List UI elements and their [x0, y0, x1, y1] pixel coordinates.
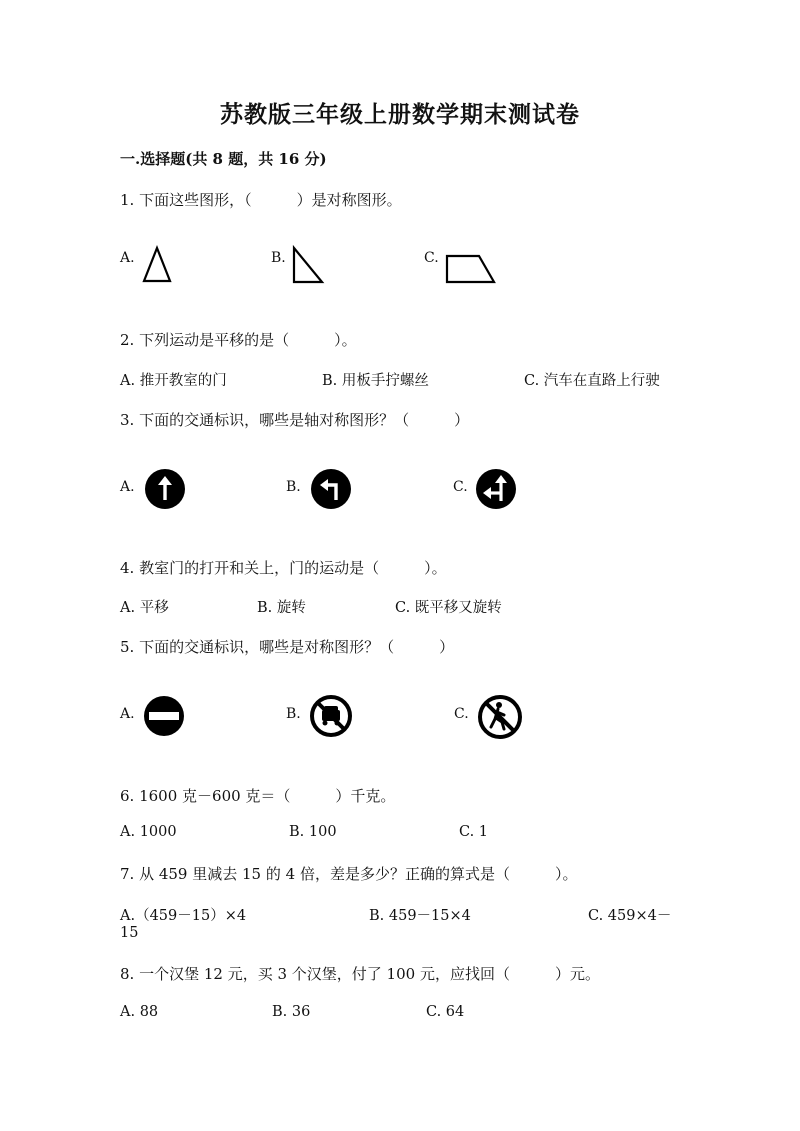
- question-6-option-c: C. 1: [459, 824, 489, 840]
- question-2-option-a: A. 推开教室的门: [120, 373, 227, 389]
- question-4-option-a: A. 平移: [120, 600, 169, 616]
- question-7-option-c: C. 459×4－: [588, 908, 672, 924]
- question-8-stem: 8. 一个汉堡 12 元，买 3 个汉堡，付了 100 元，应找回（ ）元。: [120, 965, 600, 983]
- no-motor-vehicles-sign-icon: [309, 694, 353, 738]
- no-pedestrians-sign-icon: [477, 694, 523, 740]
- question-3-stem: 3. 下面的交通标识，哪些是轴对称图形？（ ）: [120, 411, 470, 429]
- right-triangle-icon: [289, 245, 329, 285]
- question-3-option-b-label: B.: [286, 479, 301, 495]
- question-2-stem: 2. 下列运动是平移的是（ ）。: [120, 331, 357, 349]
- question-5-stem: 5. 下面的交通标识，哪些是对称图形？（ ）: [120, 638, 455, 656]
- question-2-option-b: B. 用板手拧螺丝: [322, 373, 429, 389]
- question-5-option-c-label: C.: [454, 706, 469, 722]
- question-8-option-b: B. 36: [272, 1004, 311, 1020]
- question-5-option-b-label: B.: [286, 706, 301, 722]
- question-8-option-c: C. 64: [426, 1004, 465, 1020]
- question-4-option-c: C. 既平移又旋转: [395, 600, 502, 616]
- question-3-option-a-label: A.: [120, 479, 135, 495]
- question-7-option-c-continued: 15: [120, 925, 139, 941]
- question-6-option-b: B. 100: [289, 824, 337, 840]
- straight-or-left-sign-icon: [475, 468, 517, 510]
- question-1-stem: 1. 下面这些图形，（ ）是对称图形。: [120, 191, 402, 209]
- turn-left-sign-icon: [310, 468, 352, 510]
- question-7-stem: 7. 从 459 里减去 15 的 4 倍，差是多少？正确的算式是（ ）。: [120, 865, 578, 883]
- page-title: 苏教版三年级上册数学期末测试卷: [220, 101, 580, 128]
- question-8-option-a: A. 88: [120, 1004, 159, 1020]
- question-1-option-a-label: A.: [120, 250, 135, 266]
- question-6-stem: 6. 1600 克－600 克＝（ ）千克。: [120, 787, 396, 805]
- straight-ahead-sign-icon: [144, 468, 186, 510]
- trapezoid-icon: [442, 252, 502, 286]
- question-4-stem: 4. 教室门的打开和关上，门的运动是（ ）。: [120, 559, 447, 577]
- section-heading: 一.选择题(共 8 题，共 16 分): [120, 150, 327, 168]
- question-5-option-a-label: A.: [120, 706, 135, 722]
- question-3-option-c-label: C.: [453, 479, 468, 495]
- question-7-option-b: B. 459－15×4: [369, 908, 471, 924]
- question-7-option-a: A.（459－15）×4: [120, 908, 247, 924]
- question-1-option-b-label: B.: [271, 250, 286, 266]
- question-1-option-c-label: C.: [424, 250, 439, 266]
- no-entry-sign-icon: [143, 695, 185, 737]
- question-4-option-b: B. 旋转: [257, 600, 306, 616]
- isosceles-triangle-icon: [140, 245, 174, 285]
- question-2-option-c: C. 汽车在直路上行驶: [524, 373, 660, 389]
- question-6-option-a: A. 1000: [120, 824, 177, 840]
